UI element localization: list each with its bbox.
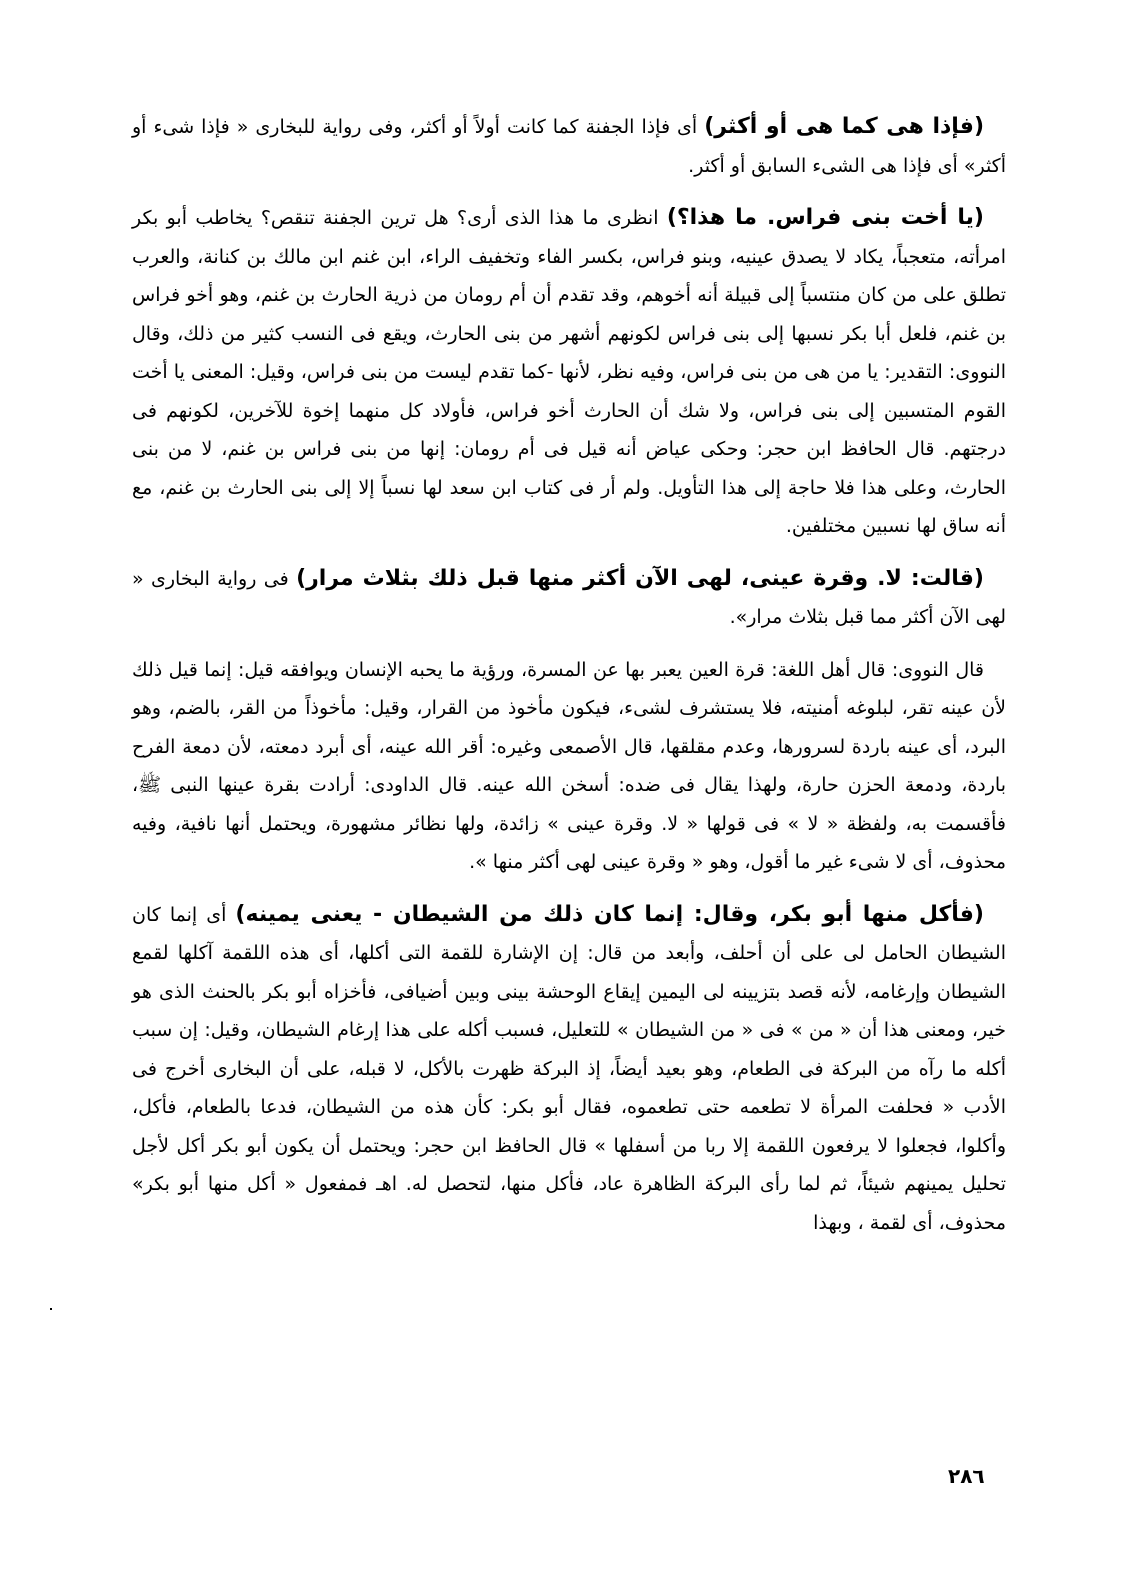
paragraph-heading: (فإذا هى كما هى أو أكثر): [704, 114, 984, 139]
paragraph-5: [132, 896, 1006, 1243]
scan-artifact-dot: [50, 1308, 52, 1310]
page-number: ٢٨٦: [948, 1464, 985, 1488]
paragraph-text: أى فإذا الجفنة كما كانت أولاً أو أكثر، وفى رواية للبخارى « فإذا شىء أو أكثر» أى فإذا هى الشىء السابق أو أكثر.: [132, 116, 1006, 177]
page-body: [132, 108, 1006, 1242]
paragraph-text: أى إنما كان الشيطان الحامل لى على أن أحلف، وأبعد من قال: إن الإشارة للقمة التى أكلها، أى هذه اللقمة آكلها لقمع الشيطان وإرغامه، لأنه قصد بتزيينه لى اليمين إيقاع الوحشة بينى وبين أضيافى، فأخزاه أبو بكر بالحنث الذى هو خير، ومعنى هذا أن « من » فى « من الشيطان » للتعليل، فسبب أكله على هذا إرغام الشيطان، وقيل: إن سبب أكله ما رآه من البركة فى الطعام، وهو بعيد أيضاً، إذ البركة ظهرت بالأكل، لا قبله، على أن البخارى أخرج فى الأدب « فحلفت المرأة لا تطعمه حتى تطعموه، فقال أبو بكر: كأن هذه من الشيطان، فدعا بالطعام، فأكل، وأكلوا، فجعلوا لا يرفعون اللقمة إلا ربا من أسفلها » قال الحافظ ابن حجر: ويحتمل أن يكون أبو بكر أكل لأجل تحليل يمينهم شيئاً، ثم لما رأى البركة الظاهرة عاد، فأكل منها، لتحصل له. اهـ فمفعول « أكل منها أبو بكر» محذوف، أى لقمة ، وبهذا: [132, 903, 1006, 1234]
paragraph-1: [132, 108, 1006, 185]
paragraph-heading: (فأكل منها أبو بكر، وقال: إنما كان ذلك من الشيطان - يعنى يمينه): [235, 901, 984, 927]
paragraph-4: [132, 651, 1006, 882]
paragraph-2: [132, 199, 1006, 546]
paragraph-heading: (يا أخت بنى فراس. ما هذا؟): [666, 205, 984, 230]
paragraph-heading: (قالت: لا. وقرة عينى، لهى الآن أكثر منها قبل ذلك بثلاث مرار): [296, 565, 984, 591]
paragraph-3: [132, 560, 1006, 637]
paragraph-text: انظرى ما هذا الذى أرى؟ هل ترين الجفنة تنقص؟ يخاطب أبو بكر امرأته، متعجباً، يكاد لا يصدق عينيه، وبنو فراس، بكسر الفاء وتخفيف الراء، ابن غنم ابن مالك بن كنانة، والعرب تطلق على من كان منتسباً إلى قبيلة أنه أخوهم، وقد تقدم أن أم رومان من ذرية الحارث بن غنم، وهو أخو فراس بن غنم، فلعل أبا بكر نسبها إلى بنى فراس لكونهم أشهر من بنى الحارث، ويقع فى النسب كثير من ذلك، وقال النووى: التقدير: يا من هى من بنى فراس، وفيه نظر، لأنها -كما تقدم ليست من بنى فراس، وقيل: المعنى يا أخت القوم المتسبين إلى بنى فراس، ولا شك أن الحارث أخو فراس، فأولاد كل منهما إخوة للآخرين، لكونهم فى درجتهم. قال الحافظ ابن حجر: وحكى عياض أنه قيل فى أم رومان: إنها من بنى فراس بن غنم، لا من بنى الحارث، وعلى هذا فلا حاجة إلى هذا التأويل. ولم أر فى كتاب ابن سعد لها نسباً إلا إلى بنى الحارث بن غنم، مع أنه ساق لها نسبين مختلفين.: [132, 207, 1006, 537]
paragraph-text: قال النووى: قال أهل اللغة: قرة العين يعبر بها عن المسرة، ورؤية ما يحبه الإنسان ويوافقه قيل: إنما قيل ذلك لأن عينه تقر، لبلوغه أمنيته، فلا يستشرف لشىء، فيكون مأخوذ من القرار، وقيل: مأخوذاً من القر، بالضم، وهو البرد، أى عينه باردة لسرورها، وعدم مقلقها، قال الأصمعى وغيره: أقر الله عينه، أى أبرد دمعته، لأن دمعة الفرح باردة، ودمعة الحزن حارة، ولهذا يقال فى ضده: أسخن الله عينه. قال الداودى: أرادت بقرة عينها النبى ﷺ، فأقسمت به، ولفظة « لا » فى قولها « لا. وقرة عينى » زائدة، ولها نظائر مشهورة، ويحتمل أنها نافية، وفيه محذوف، أى لا شىء غير ما أقول، وهو « وقرة عينى لهى أكثر منها ».: [132, 658, 1006, 873]
paragraph-text: فى رواية البخارى « لهى الآن أكثر مما قبل بثلاث مرار».: [132, 567, 1006, 628]
